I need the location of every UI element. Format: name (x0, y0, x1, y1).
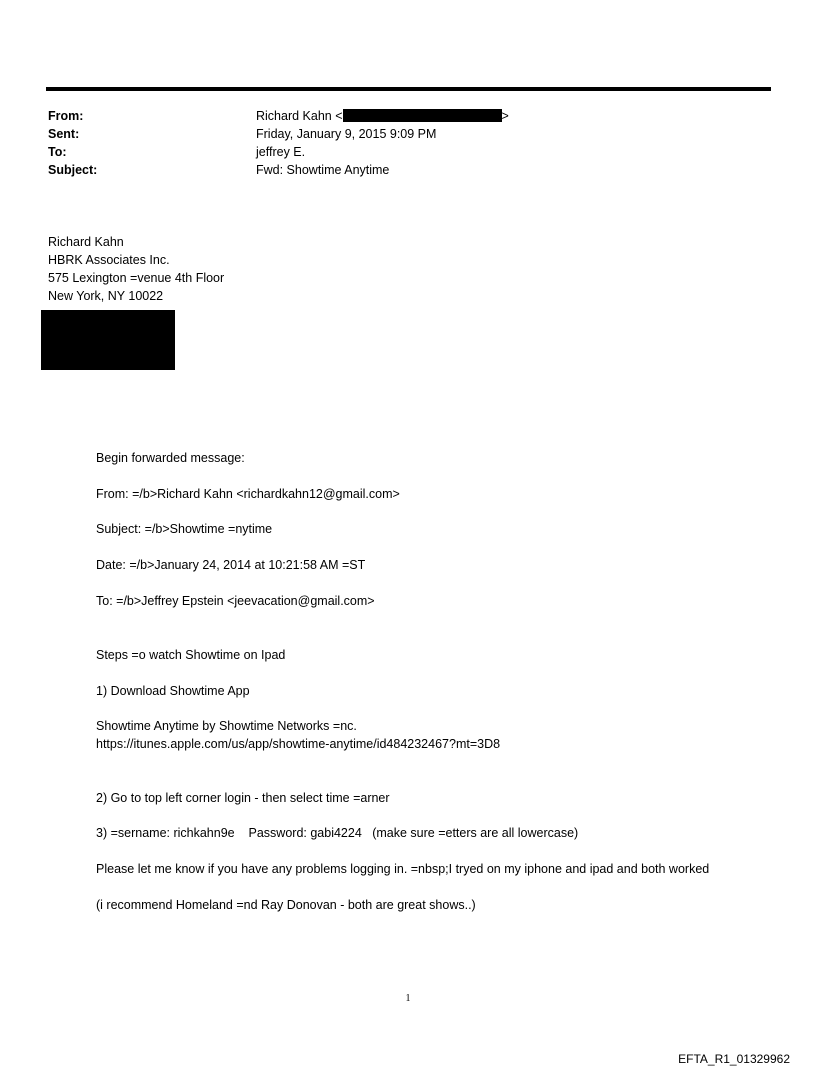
signature-address: 575 Lexington =venue 4th Floor (48, 271, 225, 285)
recommend-line: (i recommend Homeland =nd Ray Donovan - both are great shows..) (96, 898, 476, 912)
page-number: 1 (405, 993, 411, 1004)
app-name: Showtime Anytime by Showtime Networks =nc. (96, 719, 357, 733)
redaction-block (343, 109, 502, 122)
from-value-prefix: Richard Kahn < (256, 109, 343, 123)
from-value (256, 107, 556, 125)
note-line: Please let me know if you have any problems logging in. =nbsp;I tryed on my iphone and ipad and both worked (96, 862, 710, 876)
fwd-from: From: =/b>Richard Kahn <richardkahn12@gmail.com> (96, 487, 400, 501)
signature-name: Richard Kahn (48, 235, 124, 249)
step-1: 1) Download Showtime App (96, 684, 250, 698)
sent-label: Sent: (48, 127, 80, 141)
to-value: jeffrey E. (256, 145, 306, 159)
step-3: 3) =sername: richkahn9e Password: gabi4224 (make sure =etters are all lowercase) (96, 826, 579, 840)
sent-value: Friday, January 9, 2015 9:09 PM (256, 127, 437, 141)
top-rule (46, 87, 771, 91)
from-label: From: (48, 109, 84, 123)
document-id: EFTA_R1_01329962 (678, 1052, 790, 1066)
app-url[interactable]: https://itunes.apple.com/us/app/showtime-anytime/id484232467?mt=3D8 (96, 737, 501, 751)
step-2: 2) Go to top left corner login - then select time =arner (96, 791, 390, 805)
subject-label: Subject: (48, 163, 98, 177)
fwd-intro: Begin forwarded message: (96, 451, 245, 465)
fwd-date: Date: =/b>January 24, 2014 at 10:21:58 AM =ST (96, 558, 366, 572)
subject-value: Fwd: Showtime Anytime (256, 163, 390, 177)
steps-title: Steps =o watch Showtime on Ipad (96, 648, 286, 662)
signature-city: New York, NY 10022 (48, 289, 164, 303)
signature-company: HBRK Associates Inc. (48, 253, 170, 267)
fwd-to: To: =/b>Jeffrey Epstein <jeevacation@gmail.com> (96, 594, 375, 608)
fwd-subject: Subject: =/b>Showtime =nytime (96, 522, 273, 536)
from-value-suffix: > (501, 109, 509, 123)
redaction-block (41, 310, 175, 370)
to-label: To: (48, 145, 67, 159)
